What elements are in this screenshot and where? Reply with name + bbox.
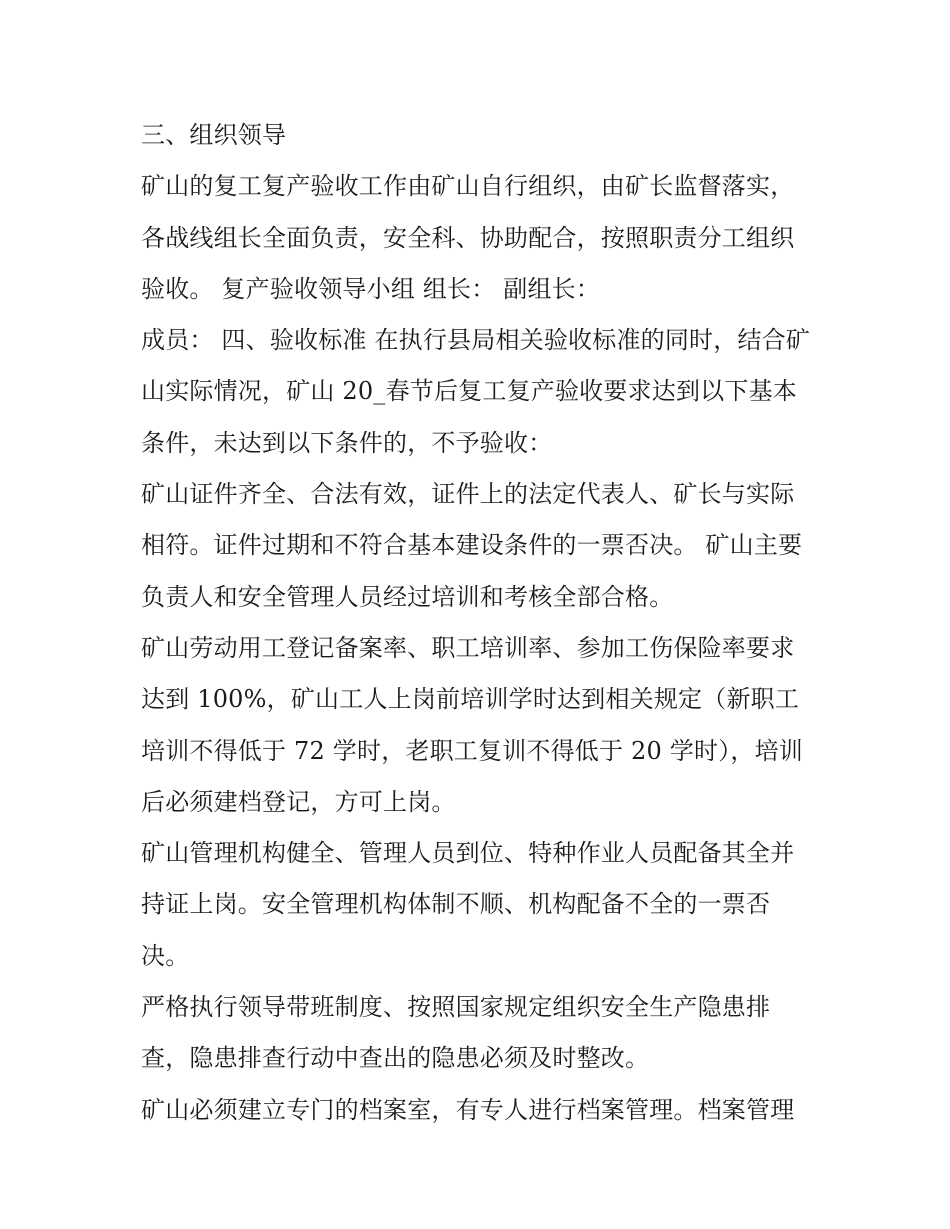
paragraph-hazard-inspection: 严格执行领导带班制度、按照国家规定组织安全生产隐患排查，隐患排查行动中查出的隐患必须及时整改。 — [141, 993, 771, 1073]
paragraph-organization: 矿山的复工复产验收工作由矿山自行组织，由矿长监督落实，各战线组长全面负责，安全科、协助配合，按照职责分工组织验收。 复产验收领导小组 组长： 副组长： — [141, 172, 795, 303]
paragraph-management-structure: 矿山管理机构健全、管理人员到位、特种作业人员配备其全并持证上岗。安全管理机构体制不顺、机构配备不全的一票否决。 — [141, 839, 795, 970]
paragraph-acceptance-standard: 成员： 四、验收标准 在执行县局相关验收标准的同时，结合矿山实际情况，矿山 20_春节后复工复产验收要求达到以下基本条件，未达到以下条件的，不予验收： — [141, 326, 811, 457]
document-body — [141, 110, 816, 1136]
paragraph-archive-management: 矿山必须建立专门的档案室，有专人进行档案管理。档案管理 — [141, 1095, 795, 1124]
section-heading: 三、组织领导 — [141, 121, 287, 149]
paragraph-certificates: 矿山证件齐全、合法有效，证件上的法定代表人、矿长与实际相符。证件过期和不符合基本建设条件的一票否决。 矿山主要负责人和安全管理人员经过培训和考核全部合格。 — [141, 480, 803, 611]
paragraph-labor-training: 矿山劳动用工登记备案率、职工培训率、参加工伤保险率要求达到 100%，矿山工人上岗前培训学时达到相关规定（新职工培训不得低于 72 学时，老职工复训不得低于 20 学时），培训后必须建档登记，方可上岗。 — [141, 633, 803, 816]
